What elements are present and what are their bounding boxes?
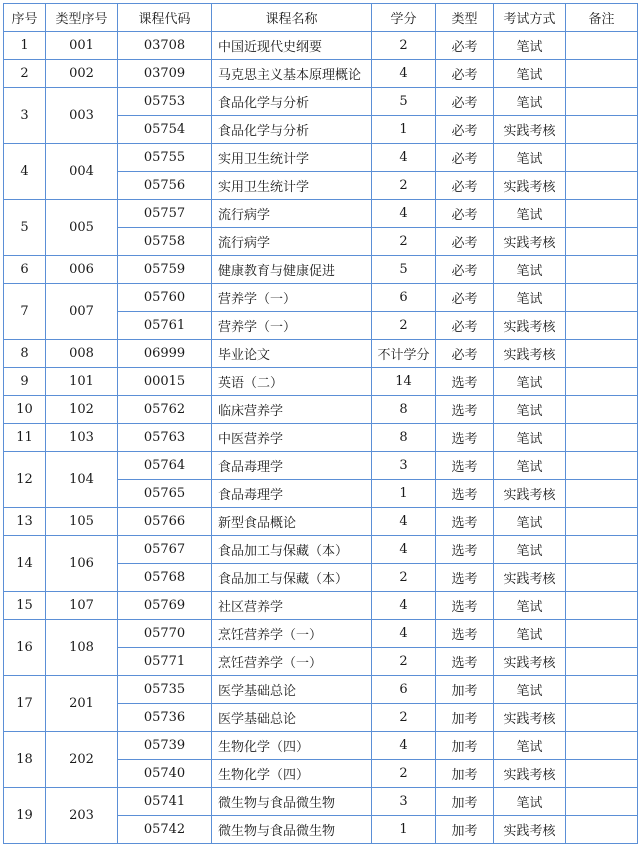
cell-type: 选考 (436, 648, 494, 676)
cell-type: 加考 (436, 816, 494, 844)
cell-course-code: 05769 (118, 592, 212, 620)
cell-exam-method: 笔试 (494, 508, 566, 536)
cell-seq: 11 (4, 424, 46, 452)
cell-seq: 19 (4, 788, 46, 844)
cell-note (566, 732, 638, 760)
cell-exam-method: 实践考核 (494, 564, 566, 592)
cell-note (566, 228, 638, 256)
cell-exam-method: 实践考核 (494, 816, 566, 844)
cell-course-name: 生物化学（四） (212, 732, 372, 760)
header-seq: 序号 (4, 4, 46, 32)
cell-course-name: 毕业论文 (212, 340, 372, 368)
cell-type-seq: 004 (46, 144, 118, 200)
cell-credit: 4 (372, 732, 436, 760)
cell-type: 选考 (436, 536, 494, 564)
cell-course-name: 流行病学 (212, 228, 372, 256)
cell-course-name: 流行病学 (212, 200, 372, 228)
cell-exam-method: 笔试 (494, 60, 566, 88)
cell-credit: 1 (372, 480, 436, 508)
cell-course-name: 食品加工与保藏（本） (212, 536, 372, 564)
cell-type-seq: 002 (46, 60, 118, 88)
cell-exam-method: 笔试 (494, 536, 566, 564)
cell-type-seq: 201 (46, 676, 118, 732)
cell-type-seq: 107 (46, 592, 118, 620)
cell-credit: 2 (372, 760, 436, 788)
cell-type: 加考 (436, 760, 494, 788)
cell-seq: 8 (4, 340, 46, 368)
cell-note (566, 200, 638, 228)
cell-credit: 3 (372, 788, 436, 816)
cell-type: 选考 (436, 452, 494, 480)
table-header (4, 4, 638, 32)
cell-course-code: 05758 (118, 228, 212, 256)
cell-seq: 4 (4, 144, 46, 200)
cell-exam-method: 实践考核 (494, 172, 566, 200)
table-row (4, 368, 638, 396)
header-type-seq: 类型序号 (46, 4, 118, 32)
cell-exam-method: 笔试 (494, 788, 566, 816)
cell-course-name: 食品化学与分析 (212, 116, 372, 144)
cell-credit: 6 (372, 676, 436, 704)
cell-seq: 16 (4, 620, 46, 676)
cell-note (566, 620, 638, 648)
cell-course-name: 新型食品概论 (212, 508, 372, 536)
cell-exam-method: 笔试 (494, 424, 566, 452)
cell-credit: 2 (372, 228, 436, 256)
cell-exam-method: 笔试 (494, 452, 566, 480)
cell-course-name: 食品加工与保藏（本） (212, 564, 372, 592)
cell-exam-method: 笔试 (494, 32, 566, 60)
cell-credit: 5 (372, 88, 436, 116)
cell-course-code: 05767 (118, 536, 212, 564)
cell-note (566, 396, 638, 424)
cell-course-code: 00015 (118, 368, 212, 396)
cell-exam-method: 笔试 (494, 592, 566, 620)
cell-note (566, 564, 638, 592)
table-row (4, 592, 638, 620)
cell-course-name: 临床营养学 (212, 396, 372, 424)
cell-credit: 2 (372, 704, 436, 732)
cell-type: 必考 (436, 312, 494, 340)
cell-type: 必考 (436, 60, 494, 88)
cell-credit: 14 (372, 368, 436, 396)
cell-type: 必考 (436, 340, 494, 368)
cell-exam-method: 实践考核 (494, 648, 566, 676)
cell-credit: 1 (372, 116, 436, 144)
table-row (4, 284, 638, 312)
cell-type: 必考 (436, 144, 494, 172)
cell-type-seq: 007 (46, 284, 118, 340)
cell-type: 选考 (436, 480, 494, 508)
table-row (4, 536, 638, 564)
cell-course-code: 05764 (118, 452, 212, 480)
cell-type: 必考 (436, 256, 494, 284)
cell-type: 选考 (436, 620, 494, 648)
cell-note (566, 592, 638, 620)
cell-note (566, 508, 638, 536)
cell-type-seq: 103 (46, 424, 118, 452)
cell-type-seq: 001 (46, 32, 118, 60)
cell-seq: 5 (4, 200, 46, 256)
cell-credit: 4 (372, 620, 436, 648)
cell-course-name: 营养学（一） (212, 312, 372, 340)
cell-credit: 5 (372, 256, 436, 284)
cell-seq: 10 (4, 396, 46, 424)
cell-seq: 15 (4, 592, 46, 620)
cell-course-code: 05766 (118, 508, 212, 536)
cell-type-seq: 008 (46, 340, 118, 368)
cell-exam-method: 实践考核 (494, 116, 566, 144)
cell-course-code: 05740 (118, 760, 212, 788)
cell-type-seq: 105 (46, 508, 118, 536)
header-note: 备注 (566, 4, 638, 32)
cell-type-seq: 102 (46, 396, 118, 424)
cell-type-seq: 005 (46, 200, 118, 256)
cell-note (566, 760, 638, 788)
cell-exam-method: 实践考核 (494, 760, 566, 788)
cell-seq: 3 (4, 88, 46, 144)
table-row (4, 424, 638, 452)
header-course-name: 课程名称 (212, 4, 372, 32)
cell-type: 必考 (436, 284, 494, 312)
cell-credit: 2 (372, 172, 436, 200)
cell-exam-method: 笔试 (494, 200, 566, 228)
header-course-code: 课程代码 (118, 4, 212, 32)
cell-course-name: 食品毒理学 (212, 480, 372, 508)
cell-seq: 14 (4, 536, 46, 592)
cell-credit: 6 (372, 284, 436, 312)
cell-course-name: 微生物与食品微生物 (212, 788, 372, 816)
header-row (4, 4, 638, 32)
cell-course-name: 健康教育与健康促进 (212, 256, 372, 284)
cell-credit: 2 (372, 32, 436, 60)
cell-note (566, 284, 638, 312)
cell-note (566, 480, 638, 508)
cell-type: 加考 (436, 788, 494, 816)
cell-seq: 9 (4, 368, 46, 396)
cell-credit: 8 (372, 396, 436, 424)
cell-course-name: 医学基础总论 (212, 704, 372, 732)
table-row (4, 200, 638, 228)
cell-type: 必考 (436, 228, 494, 256)
cell-type-seq: 104 (46, 452, 118, 508)
cell-credit: 4 (372, 592, 436, 620)
cell-type: 必考 (436, 88, 494, 116)
cell-seq: 13 (4, 508, 46, 536)
cell-course-code: 05736 (118, 704, 212, 732)
cell-credit: 4 (372, 536, 436, 564)
table-row (4, 676, 638, 704)
cell-course-code: 05771 (118, 648, 212, 676)
table-row (4, 340, 638, 368)
cell-type-seq: 203 (46, 788, 118, 844)
cell-type: 选考 (436, 368, 494, 396)
cell-credit: 4 (372, 200, 436, 228)
cell-course-code: 05762 (118, 396, 212, 424)
cell-note (566, 816, 638, 844)
cell-course-code: 05760 (118, 284, 212, 312)
table-row (4, 732, 638, 760)
cell-type: 选考 (436, 508, 494, 536)
cell-type-seq: 108 (46, 620, 118, 676)
cell-type: 选考 (436, 396, 494, 424)
cell-type: 选考 (436, 564, 494, 592)
cell-exam-method: 实践考核 (494, 312, 566, 340)
cell-course-code: 05754 (118, 116, 212, 144)
cell-course-code: 03709 (118, 60, 212, 88)
cell-course-name: 马克思主义基本原理概论 (212, 60, 372, 88)
cell-course-code: 05753 (118, 88, 212, 116)
cell-note (566, 536, 638, 564)
cell-exam-method: 实践考核 (494, 480, 566, 508)
header-type: 类型 (436, 4, 494, 32)
cell-course-name: 营养学（一） (212, 284, 372, 312)
cell-type-seq: 106 (46, 536, 118, 592)
cell-note (566, 368, 638, 396)
cell-note (566, 452, 638, 480)
cell-course-name: 食品毒理学 (212, 452, 372, 480)
cell-type: 加考 (436, 732, 494, 760)
cell-note (566, 312, 638, 340)
cell-course-code: 05761 (118, 312, 212, 340)
cell-seq: 17 (4, 676, 46, 732)
cell-type: 选考 (436, 424, 494, 452)
cell-exam-method: 实践考核 (494, 704, 566, 732)
cell-course-name: 中医营养学 (212, 424, 372, 452)
cell-type-seq: 101 (46, 368, 118, 396)
cell-course-code: 05755 (118, 144, 212, 172)
cell-note (566, 424, 638, 452)
cell-course-name: 微生物与食品微生物 (212, 816, 372, 844)
cell-course-name: 实用卫生统计学 (212, 172, 372, 200)
cell-course-name: 烹饪营养学（一） (212, 648, 372, 676)
cell-seq: 12 (4, 452, 46, 508)
cell-credit: 2 (372, 564, 436, 592)
cell-course-code: 05759 (118, 256, 212, 284)
cell-exam-method: 笔试 (494, 256, 566, 284)
cell-type: 必考 (436, 200, 494, 228)
cell-course-code: 03708 (118, 32, 212, 60)
cell-type-seq: 003 (46, 88, 118, 144)
cell-note (566, 172, 638, 200)
cell-seq: 7 (4, 284, 46, 340)
cell-type: 必考 (436, 116, 494, 144)
cell-note (566, 676, 638, 704)
cell-course-code: 05763 (118, 424, 212, 452)
cell-course-name: 英语（二） (212, 368, 372, 396)
cell-course-name: 医学基础总论 (212, 676, 372, 704)
cell-exam-method: 笔试 (494, 732, 566, 760)
cell-credit: 2 (372, 312, 436, 340)
cell-note (566, 60, 638, 88)
cell-note (566, 788, 638, 816)
table-row (4, 144, 638, 172)
table-row (4, 88, 638, 116)
cell-credit: 2 (372, 648, 436, 676)
table-row (4, 60, 638, 88)
cell-credit: 4 (372, 508, 436, 536)
cell-course-code: 05742 (118, 816, 212, 844)
cell-type: 必考 (436, 32, 494, 60)
table-body (4, 32, 638, 844)
cell-note (566, 116, 638, 144)
table-row (4, 32, 638, 60)
cell-course-code: 05765 (118, 480, 212, 508)
cell-course-name: 实用卫生统计学 (212, 144, 372, 172)
cell-type-seq: 006 (46, 256, 118, 284)
cell-course-name: 生物化学（四） (212, 760, 372, 788)
cell-note (566, 144, 638, 172)
table-row (4, 396, 638, 424)
cell-credit: 3 (372, 452, 436, 480)
cell-exam-method: 笔试 (494, 620, 566, 648)
cell-course-code: 05757 (118, 200, 212, 228)
cell-exam-method: 笔试 (494, 396, 566, 424)
cell-seq: 1 (4, 32, 46, 60)
cell-exam-method: 笔试 (494, 284, 566, 312)
cell-course-code: 05741 (118, 788, 212, 816)
cell-exam-method: 笔试 (494, 368, 566, 396)
cell-credit: 8 (372, 424, 436, 452)
cell-note (566, 32, 638, 60)
cell-credit: 不计学分 (372, 340, 436, 368)
cell-type: 加考 (436, 704, 494, 732)
cell-course-code: 05739 (118, 732, 212, 760)
cell-type: 选考 (436, 592, 494, 620)
cell-course-name: 中国近现代史纲要 (212, 32, 372, 60)
table-row (4, 256, 638, 284)
cell-course-name: 食品化学与分析 (212, 88, 372, 116)
cell-type: 必考 (436, 172, 494, 200)
cell-course-code: 05768 (118, 564, 212, 592)
cell-note (566, 340, 638, 368)
cell-note (566, 704, 638, 732)
table-row (4, 508, 638, 536)
cell-exam-method: 实践考核 (494, 340, 566, 368)
cell-exam-method: 实践考核 (494, 228, 566, 256)
cell-course-name: 烹饪营养学（一） (212, 620, 372, 648)
cell-seq: 2 (4, 60, 46, 88)
course-table (3, 3, 638, 844)
cell-type: 加考 (436, 676, 494, 704)
cell-exam-method: 笔试 (494, 88, 566, 116)
cell-course-code: 05735 (118, 676, 212, 704)
cell-course-name: 社区营养学 (212, 592, 372, 620)
cell-note (566, 648, 638, 676)
cell-course-code: 06999 (118, 340, 212, 368)
cell-credit: 1 (372, 816, 436, 844)
cell-exam-method: 笔试 (494, 144, 566, 172)
header-credit: 学分 (372, 4, 436, 32)
cell-seq: 18 (4, 732, 46, 788)
table-row (4, 788, 638, 816)
cell-credit: 4 (372, 60, 436, 88)
header-exam-method: 考试方式 (494, 4, 566, 32)
cell-credit: 4 (372, 144, 436, 172)
cell-course-code: 05770 (118, 620, 212, 648)
cell-course-code: 05756 (118, 172, 212, 200)
cell-seq: 6 (4, 256, 46, 284)
table-row (4, 452, 638, 480)
cell-type-seq: 202 (46, 732, 118, 788)
cell-note (566, 256, 638, 284)
table-row (4, 620, 638, 648)
cell-exam-method: 笔试 (494, 676, 566, 704)
cell-note (566, 88, 638, 116)
